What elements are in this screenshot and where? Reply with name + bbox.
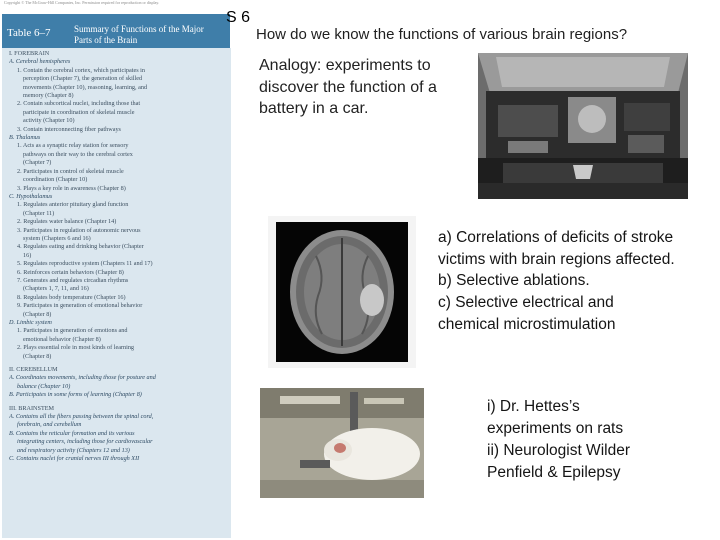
examples-text bbox=[487, 396, 712, 484]
table-line: 2. Participates in control of skeletal muscle bbox=[17, 167, 124, 175]
car-engine-photo bbox=[478, 53, 688, 199]
table-line: (Chapter 8) bbox=[23, 352, 52, 360]
table-line: 2. Plays essential role in most kinds of learning bbox=[17, 344, 135, 352]
table-line: B. Contains the reticular formation and its various bbox=[9, 429, 135, 437]
method-line: chemical microstimulation bbox=[438, 315, 616, 333]
example-line: Penfield & Epilepsy bbox=[487, 464, 621, 481]
table-line: III. BRAINSTEM bbox=[9, 404, 55, 412]
table-line: D. Limbic system bbox=[9, 319, 52, 326]
table-line: II. CEREBELLUM bbox=[9, 366, 58, 374]
table-line: pathways on their way to the cerebral cortex bbox=[23, 150, 133, 158]
table-line: (Chapters 1, 7, 11, and 16) bbox=[23, 285, 89, 293]
table-title-line: Parts of the Brain bbox=[74, 35, 138, 45]
table-line: participate in coordination of skeletal muscle bbox=[23, 108, 135, 116]
copyright-notice: Copyright © The McGraw-Hill Companies, Inc. Permission required for reproduction or display. bbox=[4, 0, 160, 5]
table-line: 16) bbox=[23, 251, 32, 259]
table-line: balance (Chapter 10) bbox=[17, 382, 71, 390]
table-line: (Chapter 11) bbox=[23, 209, 55, 217]
slide-label: S 6 bbox=[226, 9, 251, 26]
slide-heading: How do we know the functions of various brain regions? bbox=[256, 26, 628, 43]
brain-functions-table bbox=[0, 0, 232, 540]
method-line: victims with brain regions affected. bbox=[438, 250, 675, 268]
table-line: movements (Chapter 10), reasoning, learning, and bbox=[23, 83, 148, 91]
method-line: c) Selective electrical and bbox=[438, 294, 614, 312]
table-line: coordination (Chapter 10) bbox=[23, 176, 88, 184]
table-line: C. Contains nuclei for cranial nerves III through XII bbox=[9, 455, 140, 463]
table-line: emotional behavior (Chapter 8) bbox=[23, 335, 101, 343]
method-line: b) Selective ablations. bbox=[438, 272, 590, 290]
table-line: perception (Chapter 7), the generation of skilled bbox=[23, 75, 143, 83]
table-line: 5. Regulates reproductive system (Chapters 11 and 17) bbox=[17, 260, 153, 268]
table-line: B. Participates in some forms of learning (Chapter 8) bbox=[9, 391, 142, 399]
table-line: 4. Regulates eating and drinking behavior (Chapter bbox=[17, 243, 144, 251]
table-line: 7. Generates and regulates circadian rhythms bbox=[17, 276, 129, 284]
table-line: activity (Chapter 10) bbox=[23, 117, 75, 125]
table-line: 2. Contain subcortical nuclei, including those that bbox=[17, 100, 141, 108]
table-title bbox=[74, 24, 224, 46]
table-line: A. Coordinates movements, including those for posture and bbox=[9, 374, 156, 382]
analogy-line: Analogy: experiments to bbox=[259, 57, 431, 74]
rat-experiment-photo bbox=[260, 388, 424, 498]
analogy-text bbox=[259, 55, 469, 120]
table-line: system (Chapters 6 and 16) bbox=[23, 234, 91, 242]
table-line: 2. Regulates water balance (Chapter 14) bbox=[17, 218, 117, 226]
table-line: 3. Participates in regulation of autonomic nervous bbox=[17, 226, 141, 234]
table-line: A. Cerebral hemispheres bbox=[9, 58, 71, 66]
table-title-line: Summary of Functions of the Major bbox=[74, 24, 204, 34]
table-line: (Chapter 7) bbox=[23, 159, 52, 167]
table-line: 8. Regulates body temperature (Chapter 16) bbox=[17, 293, 126, 301]
example-line: experiments on rats bbox=[487, 420, 624, 437]
table-header bbox=[2, 14, 230, 48]
table-line: 1. Contain the cerebral cortex, which participates in bbox=[17, 66, 145, 74]
table-line: and respiratory activity (Chapters 12 and 13) bbox=[17, 446, 130, 454]
table-body bbox=[9, 50, 229, 464]
analogy-line: discover the function of a bbox=[259, 78, 437, 96]
example-line: ii) Neurologist Wilder bbox=[487, 442, 630, 459]
example-line: i) Dr. Hettes’s bbox=[487, 398, 580, 415]
table-line: 1. Acts as a synaptic relay station for sensory bbox=[17, 142, 129, 150]
table-line: B. Thalamus bbox=[9, 134, 41, 142]
table-line: A. Contains all the fibers passing between the spinal cord, bbox=[9, 413, 154, 421]
table-number: Table 6–7 bbox=[7, 27, 51, 39]
brain-mri-scan bbox=[268, 216, 416, 368]
table-line: 6. Reinforces certain behaviors (Chapter 8) bbox=[17, 268, 124, 276]
table-line: 9. Participates in generation of emotional behavior bbox=[17, 302, 143, 310]
table-line: forebrain, and cerebellum bbox=[17, 421, 82, 429]
table-line: (Chapter 8) bbox=[23, 310, 52, 318]
method-line: a) Correlations of deficits of stroke bbox=[438, 229, 674, 246]
table-line: 3. Plays a key role in awareness (Chapter 8) bbox=[17, 184, 126, 192]
table-line: 1. Participates in generation of emotions and bbox=[17, 327, 128, 335]
table-line: I. FOREBRAIN bbox=[9, 50, 50, 57]
table-line: 3. Contain interconnecting fiber pathways bbox=[17, 125, 121, 133]
table-line: memory (Chapter 8) bbox=[23, 92, 74, 100]
analogy-line: battery in a car. bbox=[259, 100, 369, 117]
table-line: C. Hypothalamus bbox=[9, 192, 53, 200]
table-line: integrating centers, including those for cardiovascular bbox=[17, 438, 153, 446]
research-methods-text bbox=[438, 227, 720, 336]
table-line: 1. Regulates anterior pituitary gland function bbox=[17, 201, 129, 209]
